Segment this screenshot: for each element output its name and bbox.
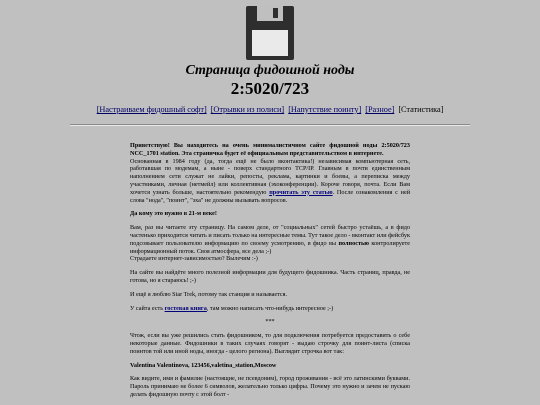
intro-bold: Приветствую! Вы находитесь на очень минималистичном сайте фидошной ноды 2:5020/723 NCC_1701 station. Эта страничка будет её официальным представительством в интернете.	[130, 142, 410, 157]
guestbook-paragraph: У сайта есть гостевая книга, там можно написать что-нибудь интересное ;-)	[130, 304, 334, 312]
name-paragraph: Как видите, имя и фамилие (настоящие, не псевдоним), город проживания - всё это латинскими буквами. Пароль принимаю не более 6 символов, желательно только цифры. Почему это нужно и зачем не пускаю делать фидошную почту с этой болт -	[130, 375, 410, 398]
separator-stars: ***	[265, 318, 275, 326]
nav-current-statistics: [Статистика]	[398, 105, 444, 114]
nav-link-point-guide[interactable]: [Напутствие поинту]	[288, 105, 362, 114]
nav-link-misc[interactable]: [Разное]	[365, 105, 395, 114]
main-content	[130, 142, 410, 399]
nav-menu	[0, 105, 540, 114]
divider	[70, 124, 470, 126]
intro-paragraph: Приветствую! Вы находитесь на очень минималистичном сайте фидошной ноды 2:5020/723 NCC_1701 station. Эта страничка будет её официальным представительством в интернете. Основанная в 1984 году (да, тогда ещё не было вконтактика!) независимая компьютерная сеть, работавшая по модемам, а ныне - поверх стандартного TCP/IP. Главным в почти единственным наполнением сети служат не лайки, репосты, реклама, картинки и боевы, а переписка между участниками, личная (нетмейл) или коллективная (эхоконференции). Короче говоря, почта. Если Вам хочется узнать больше, настоятельно рекомендую прочитать эту статью. После ознакомления с ней слова "нода", "поинт", "эха" не должны вызывать вопросов.	[130, 142, 410, 204]
pointlist-paragraph: Чтож, если вы уже решились стать фидошником, то для подключения потребуется предоставить о себе некоторые данные. Фидошники в таких случаях говорят - выдаю строчку для поинт-листа (списка поинтов той или иной ноды, иногда - целого региона). Выглядит строчка вот так:	[130, 332, 410, 355]
article-link[interactable]: прочитать эту статью	[269, 188, 333, 196]
page-title: Страница фидошной ноды	[185, 63, 355, 78]
nav-link-policy[interactable]: [Отрывки из полиси]	[210, 105, 285, 114]
guestbook-link[interactable]: гостевая книга	[164, 304, 207, 312]
pointlist-example: Valentina Valentinova, 123456,valetina_station,Moscow	[130, 361, 277, 369]
info-paragraph: На сайте вы найдёте много полезной информации для будущего фидошника. Часть страниц, правда, не готова, но я стараюсь! ;-)	[130, 269, 410, 284]
star-trek-paragraph: И ещё я люблю Star Trek, потому так станция и называется.	[130, 290, 288, 298]
nav-link-software[interactable]: [Настраиваем фидошный софт]	[96, 105, 207, 114]
why-paragraph: Вам, раз вы читаете эту страницу. На самом деле, от "социальных" сетей быстро устаёшь, а в фидо частенько приходится читать и писать только на интересные темы. Тут такое дело - вконтакт или фейсбук подсовывает пользователю информацию по своему усмотрению, в фидо вы полностью контролируете информационный поток. Своя атмосфера, все дела ;-) Страдаете интернет-зависимостью? Вылечим :-)	[130, 224, 410, 263]
node-address: 2:5020/723	[230, 79, 310, 98]
section-heading: Да кому это нужно в 21-м веке!	[130, 210, 217, 218]
floppy-disk-icon	[246, 6, 294, 60]
page-header	[0, 0, 540, 114]
